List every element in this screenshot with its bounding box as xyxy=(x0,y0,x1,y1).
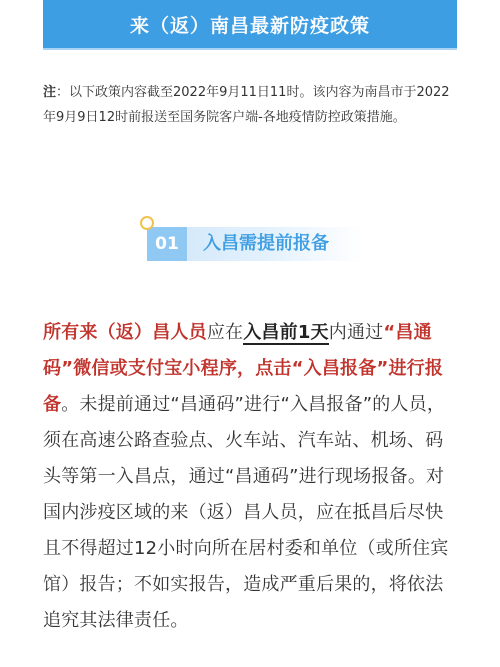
policy-text-1: 应在 xyxy=(206,322,244,343)
page-title: 来（返）南昌最新防疫政策 xyxy=(129,14,370,37)
policy-deadline: 入昌前1天 xyxy=(243,322,329,343)
section-number-box xyxy=(147,227,187,261)
section-title: 入昌需提前报备 xyxy=(203,233,329,254)
note-text: ：以下政策内容截至2022年9月11日11时。该内容为南昌市于2022年9月9日12时前报送至国务院客户端-各地疫情防控政策措施。 xyxy=(43,85,450,125)
section-header xyxy=(140,216,364,270)
policy-paragraph xyxy=(43,315,458,639)
policy-text-3: 。未提前通过“昌通码”进行“入昌报备”的人员，须在高速公路查验点、火车站、汽车站、机场、码头等第一入昌点，通过“昌通码”进行现场报备。对国内涉疫区域的来（返）昌人员，应在抵昌后尽快且不得超过12小时向所在居村委和单位（或所住宾馆）报告；不如实报告，造成严重后果的，将依法追究其法律责任。 xyxy=(43,394,449,631)
header-banner xyxy=(43,0,457,48)
section-number: 01 xyxy=(155,234,179,254)
policy-subject: 所有来（返）昌人员 xyxy=(43,322,207,343)
header-divider xyxy=(43,48,457,50)
ring-decoration-icon xyxy=(140,216,154,230)
policy-action: “昌通码”微信或支付宝小程序，点击“入昌报备”进行报备 xyxy=(43,322,444,415)
note-label: 注 xyxy=(43,85,57,100)
policy-note xyxy=(43,80,457,130)
policy-text-2: 内通过 xyxy=(328,322,384,343)
